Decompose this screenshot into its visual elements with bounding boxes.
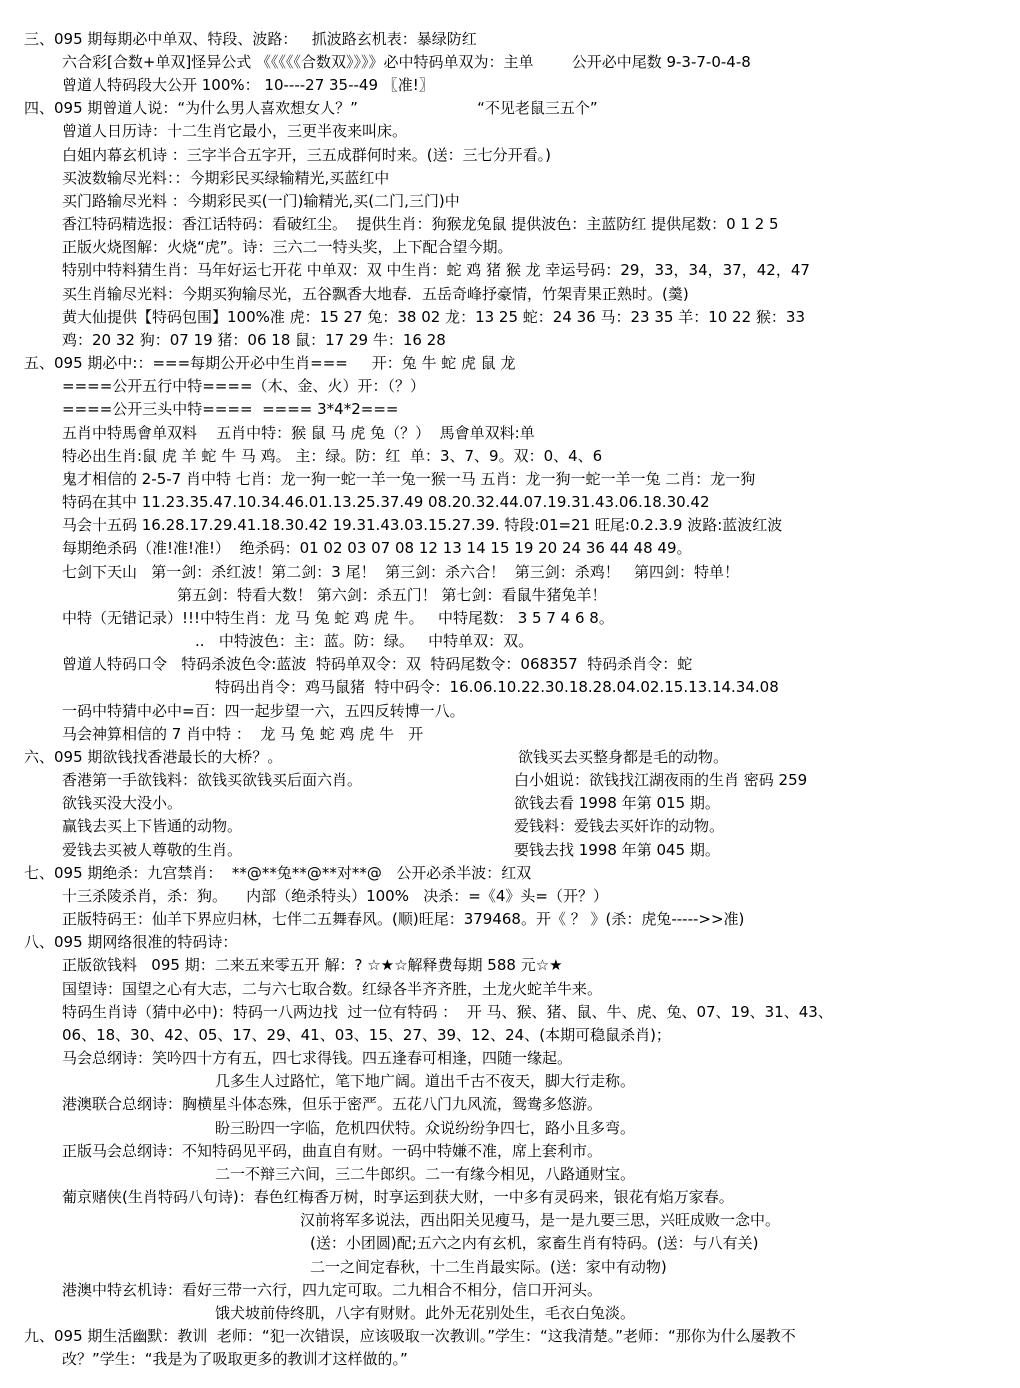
text-line: 买波数输尽光料：：今期彩民买绿输精光,买蓝红中 [62,169,390,187]
text-line: 黄大仙提供【特码包围】100%准 虎：15 27 兔：38 02 龙：13 25 蛇：24 36 马：23 35 羊：10 22 猴：33 [62,308,806,326]
text-line: 一码中特猜中必中=百：四一起步望一六，五四反转博一八。 [62,702,465,720]
text-line: 特别中特料猜生肖：马年好运七开花 中单双：双 中生肖：蛇 鸡 猪 猴 龙 幸运号码：29，33，34，37，42，47 [62,261,810,279]
text-line: 香港第一手欲钱料：欲钱买欲钱买后面六肖。 [62,771,363,789]
text-line: 特必出生肖:鼠 虎 羊 蛇 牛 马 鸡。 主：绿。防：红 单：3、7、9。双：0、4、6 [62,447,603,465]
text-line: 欲钱去看 1998 年第 015 期。 [514,794,720,812]
text-line: 国望诗：国望之心有大志，二与六七取合数。红绿各半齐齐胜，土龙火蛇羊牛来。 [62,980,603,998]
text-line: 五肖中特馬會单双料 五肖中特：猴 鼠 马 虎 兔（？） 馬會单双料:单 [62,424,535,442]
text-line: 曾道人日历诗：十二生肖它最小，三更半夜来叫床。 [62,122,408,140]
text-line: 正版欲钱料 095 期：二来五来零五开 解：? ☆★☆解释费每期 588 元☆★ [62,956,563,974]
section-7-heading: 七、095 期绝杀：九宫禁肖： **@**兔**@**对**@ 公开必杀半波：红双 [24,864,532,882]
section-3-heading: 三、095 期每期必中单双、特段、波路： 抓波路玄机表：暴绿防红 [24,30,477,48]
text-line: 马会神算相信的 7 肖中特 ： 龙 马 兔 蛇 鸡 虎 牛 开 [62,725,424,743]
section-4-heading: 四、095 期曾道人说：“为什么男人喜欢想女人？” “不见老鼠三五个” [24,99,598,117]
section-5-heading: 五、095 期必中:：===每期公开必中生肖=== 开：兔 牛 蛇 虎 鼠 龙 [24,354,516,372]
text-line: 第五剑：特看大数！ 第六剑：杀五门！ 第七剑：看鼠牛猪兔羊！ [177,586,607,604]
text-line: 几多生人过路忙，笔下地广阔。道出千古不夜天，脚大行走称。 [215,1072,636,1090]
text-line: 曾道人特码口令 特码杀波色令:蓝波 特码单双令：双 特码尾数令：068357 特码杀肖令：蛇 [62,655,693,673]
text-line: 港澳中特玄机诗：看好三带一六行，四九定可取。二九相合不相分，信口开河头。 [62,1281,603,1299]
text-line: ====公开三头中特==== ==== 3*4*2=== [62,400,399,418]
text-line: 正版马会总纲诗：不知特码见平码，曲直自有财。一码中特嫌不准，席上套利市。 [62,1142,603,1160]
text-line: 买生肖输尽光料：今期买狗输尽光，五谷飘香大地春．五岳奇峰抒豪情，竹架青果正熟时。(羹) [62,285,689,303]
text-line: 买门路输尽光料 ：今期彩民买(一门)输精光,买(二门,三门)中 [62,192,460,210]
text-line: 汉前将军多说法，西出阳关见瘦马，是一是九要三思，兴旺成败一念中。 [300,1211,781,1229]
section-6-heading: 六、095 期欲钱找香港最长的大桥？。 [24,748,283,766]
text-line: 鸡：20 32 狗：07 19 猪：06 18 鼠：17 29 牛：16 28 [62,331,446,349]
text-line: 特码在其中 11.23.35.47.10.34.46.01.13.25.37.49 08.20.32.44.07.19.31.43.06.18.30.42 [62,493,710,511]
text-line: 改？”学生：“我是为了吸取更多的教训才这样做的。” [62,1350,408,1368]
text-line: 鬼才相信的 2-5-7 肖中特 七肖：龙一狗一蛇一羊一兔一猴一马 五肖：龙一狗一蛇一羊一兔 二肖：龙一狗 [62,470,756,488]
text-line: (送：小团圆)配;五六之内有玄机，家畜生肖有特码。(送：与八有关) [310,1234,759,1252]
text-line: 曾道人特码段大公开 100%： 10----27 35--49 〖准!〗 [62,76,434,94]
text-line: 正版火烧图解：火烧“虎”。诗：三六二一特头奖，上下配合望今期。 [62,238,513,256]
text-line: 盼三盼四一字临，危机四伏特。众说纷纷争四七，路小且多弯。 [215,1119,636,1137]
text-line: 港澳联合总纲诗：胸横星斗体态殊，但乐于密严。五花八门九风流，鸳鸯多悠游。 [62,1095,603,1113]
text-line: 爱钱去买被人尊敬的生肖。 [62,841,243,859]
text-line: 香江特码精选报：香江话特码：看破红尘。 提供生肖：狗猴龙兔鼠 提供波色：主蓝防红 提供尾数：0 1 2 5 [62,215,779,233]
text-line: 每期绝杀码（准!准!准!） 绝杀码：01 02 03 07 08 12 13 14 15 19 20 24 36 44 48 49。 [62,539,692,557]
text-line: 06、18、30、42、05、17、29、41、03、15、27、39、12、24、(本期可稳鼠杀肖)； [62,1026,671,1044]
text-line: 马会十五码 16.28.17.29.41.18.30.42 19.31.43.03.15.27.39. 特段:01=21 旺尾:0.2.3.9 波路:蓝波红波 [62,516,783,534]
text-line: 七剑下天山 第一剑：杀红波！第二剑：3 尾！ 第三剑：杀六合！ 第三剑：杀鸡！ 第四剑：特单！ [62,563,739,581]
text-line: 正版特码王：仙羊下界应归林，七伴二五舞春风。(顺)旺尾：379468。开《 ？ 》(杀：虎兔----->>准) [62,910,745,928]
text-line: ====公开五行中特====（木、金、火）开：（？） [62,377,426,395]
text-line: 马会总纲诗：笑吟四十方有五，四七求得钱。四五逢春可相逢，四随一缘起。 [62,1049,573,1067]
text-line: 饿犬坡前侍终肌，八字有财财。此外无花别处生，毛衣白兔淡。 [215,1304,636,1322]
text-line: 要钱去找 1998 年第 045 期。 [514,841,720,859]
text-line: 二一之间定春秋，十二生肖最实际。(送：家中有动物) [310,1258,667,1276]
text-line: 欲钱买去买整身都是毛的动物。 [518,748,729,766]
text-line: 特码生肖诗（猜中必中)：特码一八两边找 过一位有特码 ： 开 马、猴、猪、鼠、牛、虎、兔、07、19、31、43、 [62,1003,833,1021]
text-line: .. 中特波色：主：蓝。防：绿。 中特单双：双。 [195,632,534,650]
text-line: 十三杀陵杀肖，杀：狗。 内部（绝杀特头）100% 决杀：=《4》头=（开？） [62,887,608,905]
text-line: 爱钱料：爱钱去买奸诈的动物。 [514,817,725,835]
text-line: 赢钱去买上下皆通的动物。 [62,817,243,835]
text-line: 六合彩[合数+单双]怪异公式 《《《《《合数双》》》》必中特码单双为：主单 公开必中尾数 9-3-7-0-4-8 [62,53,751,71]
text-line: 二一不辩三六间，三二牛郎织。二一有缘今相见，八路通财宝。 [215,1165,636,1183]
section-8-heading: 八、095 期网络很准的特码诗： [24,933,238,951]
text-line: 葡京赌侠(生肖特码八句诗)：春色红梅香万树，时享运到获大财，一中多有灵码来，银花有焰万家春。 [62,1188,734,1206]
text-line: 欲钱买没大没小。 [62,794,183,812]
text-line: 白小姐说：欲钱找江湖夜雨的生肖 密码 259 [514,771,808,789]
section-9-heading: 九、095 期生活幽默：教训 老师：“犯一次错误，应该吸取一次教训。”学生：“这我清楚。”老师：“那你为什么屡教不 [24,1327,796,1345]
text-line: 中特（无错记录）!!!中特生肖：龙 马 兔 蛇 鸡 虎 牛。 中特尾数： 3 5 7 4 6 8。 [62,609,614,627]
text-line: 白姐内幕玄机诗 ：三字半合五字开，三五成群何时来。(送：三七分开看。) [62,146,551,164]
text-line: 特码出肖令：鸡马鼠猪 特中码令：16.06.10.22.30.18.28.04.02.15.13.14.34.08 [215,678,779,696]
